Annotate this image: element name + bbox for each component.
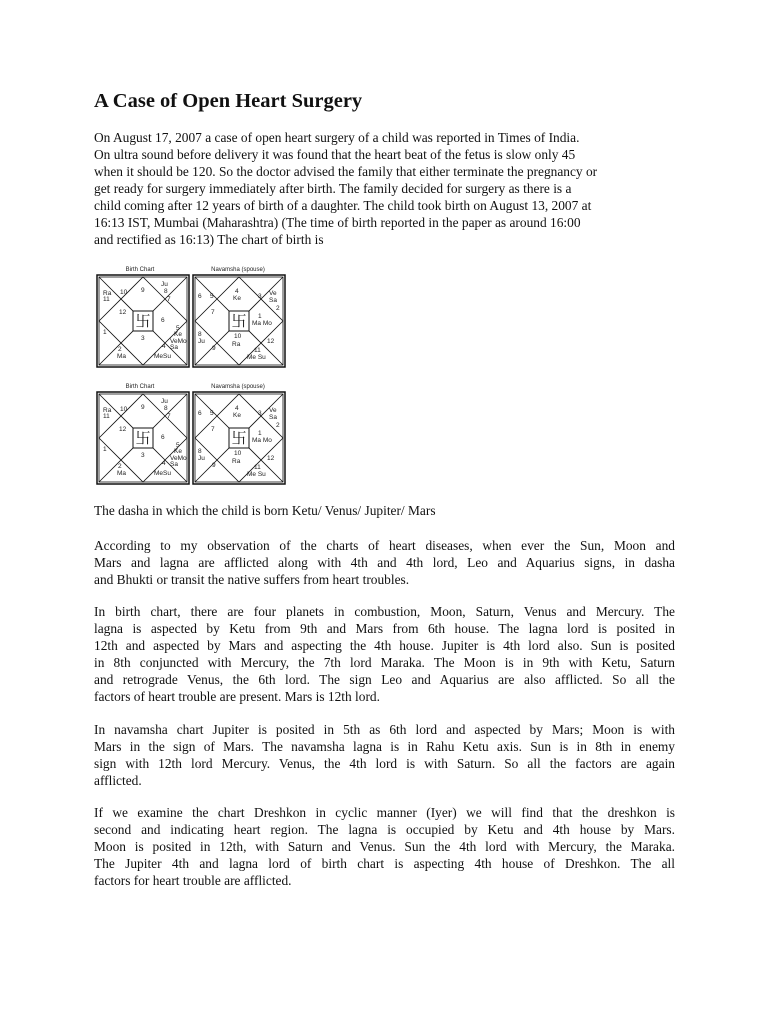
text-line: 12th and aspected by Mars and aspecting the 4th house. Jupiter is 4th lord also. Sun is posited [94,638,675,653]
text-line: 16:13 IST, Mumbai (Maharashtra) (The time of birth reported in the paper as around 16:00 [94,215,581,230]
chart-label: 12 [119,426,127,433]
text-line: Moon is posited in 12th, with Saturn and Venus. Sun the 4th lord with Mercury, the Maraka. [94,839,675,854]
chart-label: 2 [276,422,280,429]
chart-label: 8 [164,405,168,412]
chart-label: 9 [212,462,216,469]
text-line: In birth chart, there are four planets in combustion, Moon, Saturn, Venus and Mercury. The [94,604,675,619]
chart-label: 7 [211,309,215,316]
chart-label: Ju [198,455,205,462]
dreshkon-analysis-paragraph [94,804,675,889]
chart-label: Ju [198,338,205,345]
chart-label: Ma Mo [252,320,272,327]
chart-label: 4 [162,460,166,467]
text-line: The dasha in which the child is born Ketu/ Venus/ Jupiter/ Mars [94,503,436,518]
chart-label: 1 [103,329,107,336]
horoscope-charts-1 [94,264,290,370]
chart-label: Sa [269,297,277,304]
chart-label: Ra [103,407,112,414]
text-line: and rectified as 16:13) The chart of birth is [94,232,324,247]
chart-label: 8 [198,448,202,455]
chart-label: 3 [141,452,145,459]
text-line: If we examine the chart Dreshkon in cyclic manner (Iyer) we will find that the dreshkon is [94,805,675,820]
text-line: According to my observation of the charts of heart diseases, when ever the Sun, Moon and [94,538,675,553]
chart-label: 10 [234,450,242,457]
chart-label: Ju [161,281,168,288]
swastika-icon: 卐 [231,312,247,330]
chart-label: Ma Mo [252,437,272,444]
chart-label: Me Su [247,471,266,478]
chart-label: 12 [119,309,127,316]
chart-label: 5 [176,442,180,449]
chart-label: 12 [267,455,275,462]
text-line: afflicted. [94,773,142,788]
text-line: On ultra sound before delivery it was found that the heart beat of the fetus is slow only 45 [94,147,576,162]
chart-label: Ke [233,295,241,302]
swastika-icon: 卐 [135,429,151,447]
chart-label: 9 [141,404,145,411]
chart-label: 4 [235,405,239,412]
chart-label: 2 [118,463,122,470]
text-line: get ready for surgery immediately after birth. The family decided for surgery as there is a [94,181,572,196]
chart-label: 4 [235,288,239,295]
text-line: lagna is aspected by Ketu from 9th and Mars from 6th house. The lagna lord is posited in [94,621,675,636]
chart-label: 2 [118,346,122,353]
observation-paragraph [94,537,675,588]
chart-label: 7 [211,426,215,433]
page-title: A Case of Open Heart Surgery [94,90,363,112]
chart-label: VeMo [170,455,187,462]
chart-label: Sa [170,344,178,351]
navamsha-analysis-paragraph [94,721,675,789]
text-line: factors of heart trouble are present. Mars is 12th lord. [94,689,380,704]
text-line: in 8th conjuncted with Mercury, the 7th lord Maraka. The Moon is in 9th with Ketu, Saturn [94,655,675,670]
chart-label: Ra [232,458,241,465]
chart-label: 5 [210,410,214,417]
chart-label: Me Su [247,354,266,361]
chart-label: 8 [198,331,202,338]
chart-label: 5 [176,325,180,332]
text-line: The Jupiter 4th and lagna lord of birth chart is aspecting 4th house of Dreshkon. The all [94,856,675,871]
chart-label: 4 [162,343,166,350]
chart-label: 10 [120,289,128,296]
chart-label: Ra [232,341,241,348]
dasha-paragraph [94,502,675,519]
swastika-icon: 卐 [135,312,151,330]
text-line: In navamsha chart Jupiter is posited in 5th as 6th lord and aspected by Mars; Moon is with [94,722,675,737]
chart-label: 2 [276,305,280,312]
chart-label: Sa [269,414,277,421]
chart-label: Ma [117,353,127,360]
chart-label: MeSu [154,470,171,477]
chart-label: 11 [254,347,261,354]
chart-label: 3 [258,293,262,300]
birth-chart-analysis-paragraph [94,603,675,705]
birth-chart-title: Birth Chart [125,384,155,390]
text-line: and retrograde Venus, the 6th lord. The sign Leo and Aquarius are also afflicted. So all the [94,672,675,687]
chart-label: 3 [141,335,145,342]
navamsha-chart-title: Navamsha (spouse) [211,384,265,390]
text-line: Mars and lagna are afflicted along with 4th and 4th lord, Leo and Aquarius signs, in dasha [94,555,675,570]
chart-label: Ma [117,470,127,477]
text-line: when it should be 120. So the doctor advised the family that either terminate the pregnancy or [94,164,598,179]
text-line: and Bhukti or transit the native suffers from heart troubles. [94,572,410,587]
chart-label: 10 [234,333,242,340]
navamsha-chart-title: Navamsha (spouse) [211,267,265,273]
chart-label: Ra [103,290,112,297]
horoscope-charts-svg [94,264,290,370]
chart-label: Ve [269,407,277,414]
chart-label: 6 [198,410,202,417]
chart-label: 9 [212,345,216,352]
text-line: Mars in the sign of Mars. The navamsha lagna is in Rahu Ketu axis. Sun is in 8th in enemy [94,739,675,754]
chart-label: 11 [103,296,110,303]
chart-label: 7 [167,296,171,303]
birth-chart-title: Birth Chart [125,267,155,273]
chart-label: 6 [161,434,165,441]
swastika-icon: 卐 [231,429,247,447]
chart-label: 3 [258,410,262,417]
text-line: On August 17, 2007 a case of open heart surgery of a child was reported in Times of India. [94,130,580,145]
chart-label: Sa [170,461,178,468]
chart-label: Ke [174,448,182,455]
chart-label: 7 [167,413,171,420]
text-line: second and indicating heart region. The lagna is occupied by Ketu and 4th house by Mars. [94,822,675,837]
chart-label: MeSu [154,353,171,360]
chart-label: 5 [210,293,214,300]
text-line: factors for heart trouble are afflicted. [94,873,292,888]
chart-label: VeMo [170,338,187,345]
chart-label: 11 [103,413,110,420]
text-line: sign with 12th lord Mercury. Venus, the 4th lord is with Saturn. So all the factors are again [94,756,675,771]
chart-label: 1 [103,446,107,453]
chart-label: Ke [174,331,182,338]
chart-label: 8 [164,288,168,295]
chart-label: 11 [254,464,261,471]
horoscope-charts-svg [94,381,290,487]
chart-label: 6 [161,317,165,324]
chart-label: Ve [269,290,277,297]
horoscope-charts-2 [94,381,290,487]
chart-label: 6 [198,293,202,300]
chart-label: 1 [258,430,262,437]
chart-label: 10 [120,406,128,413]
chart-label: 9 [141,287,145,294]
text-line: child coming after 12 years of birth of a daughter. The child took birth on August 13, 2007 at [94,198,592,213]
intro-paragraph [94,129,675,248]
chart-label: Ke [233,412,241,419]
chart-label: 1 [258,313,262,320]
chart-label: Ju [161,398,168,405]
chart-label: 12 [267,338,275,345]
